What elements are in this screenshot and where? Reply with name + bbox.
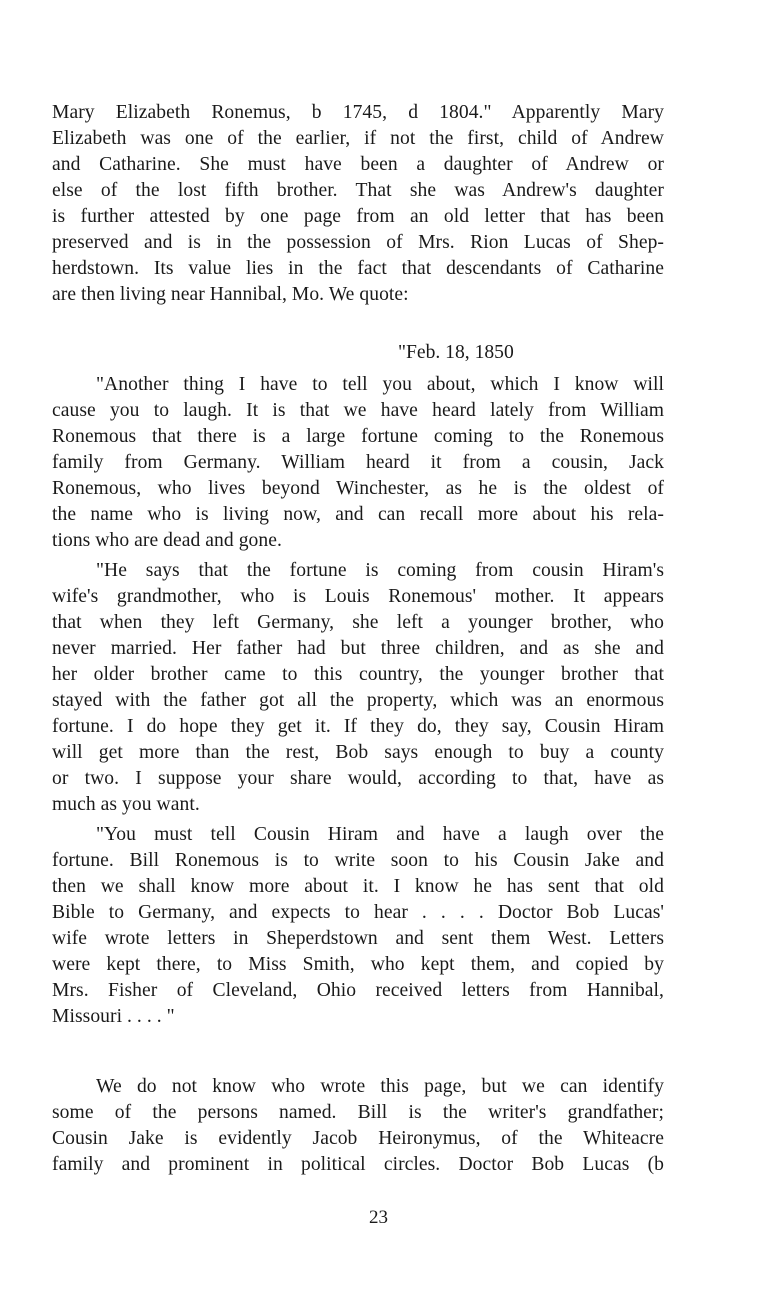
text-line: Mrs. Fisher of Cleveland, Ohio received letters from Hannibal,	[52, 980, 664, 1001]
letter-paragraph-2	[52, 558, 664, 818]
text-line: and Catharine. She must have been a daughter of Andrew or	[52, 154, 664, 175]
text-line: Mary Elizabeth Ronemus, b 1745, d 1804." Apparently Mary	[52, 102, 664, 123]
text-line: wife wrote letters in Sheperdstown and sent them West. Letters	[52, 928, 664, 949]
text-line: "You must tell Cousin Hiram and have a laugh over the	[96, 824, 664, 845]
text-line: cause you to laugh. It is that we have heard lately from William	[52, 400, 664, 421]
text-line: stayed with the father got all the property, which was an enormous	[52, 690, 664, 711]
text-line: Cousin Jake is evidently Jacob Heironymus, of the Whiteacre	[52, 1128, 664, 1149]
text-line: much as you want.	[52, 794, 200, 815]
letter-date: "Feb. 18, 1850	[398, 342, 514, 363]
paragraph-intro	[52, 100, 664, 308]
text-line: family from Germany. William heard it from a cousin, Jack	[52, 452, 664, 473]
text-line: We do not know who wrote this page, but we can identify	[96, 1076, 664, 1097]
text-line: never married. Her father had but three children, and as she and	[52, 638, 664, 659]
paragraph-closing	[52, 1074, 664, 1178]
text-line: Missouri . . . . "	[52, 1006, 175, 1027]
text-line: fortune. Bill Ronemous is to write soon to his Cousin Jake and	[52, 850, 664, 871]
text-line: is further attested by one page from an old letter that has been	[52, 206, 664, 227]
text-line: preserved and is in the possession of Mrs. Rion Lucas of Shep-	[52, 232, 664, 253]
text-line: wife's grandmother, who is Louis Ronemous' mother. It appears	[52, 586, 664, 607]
text-line: are then living near Hannibal, Mo. We quote:	[52, 284, 409, 305]
text-line: "Another thing I have to tell you about, which I know will	[96, 374, 664, 395]
page-body	[52, 100, 664, 1178]
text-line: else of the lost fifth brother. That she was Andrew's daughter	[52, 180, 664, 201]
text-line: fortune. I do hope they get it. If they do, they say, Cousin Hiram	[52, 716, 664, 737]
page-number: 23	[369, 1207, 388, 1228]
text-line: that when they left Germany, she left a younger brother, who	[52, 612, 664, 633]
text-line: Bible to Germany, and expects to hear . . . . Doctor Bob Lucas'	[52, 902, 664, 923]
text-line: "He says that the fortune is coming from cousin Hiram's	[96, 560, 664, 581]
text-line: or two. I suppose your share would, according to that, have as	[52, 768, 664, 789]
text-line: then we shall know more about it. I know he has sent that old	[52, 876, 664, 897]
text-line: family and prominent in political circles. Doctor Bob Lucas (b	[52, 1154, 664, 1175]
text-line: will get more than the rest, Bob says enough to buy a county	[52, 742, 664, 763]
text-line: tions who are dead and gone.	[52, 530, 282, 551]
letter-paragraph-3	[52, 822, 664, 1030]
text-line: Ronemous that there is a large fortune coming to the Ronemous	[52, 426, 664, 447]
text-line: Ronemous, who lives beyond Winchester, as he is the oldest of	[52, 478, 664, 499]
text-line: Elizabeth was one of the earlier, if not the first, child of Andrew	[52, 128, 664, 149]
text-line: were kept there, to Miss Smith, who kept them, and copied by	[52, 954, 664, 975]
text-line: some of the persons named. Bill is the writer's grandfather;	[52, 1102, 664, 1123]
text-line: herdstown. Its value lies in the fact that descendants of Catharine	[52, 258, 664, 279]
text-line: the name who is living now, and can recall more about his rela-	[52, 504, 664, 525]
text-line: her older brother came to this country, the younger brother that	[52, 664, 664, 685]
letter-paragraph-1	[52, 372, 664, 554]
